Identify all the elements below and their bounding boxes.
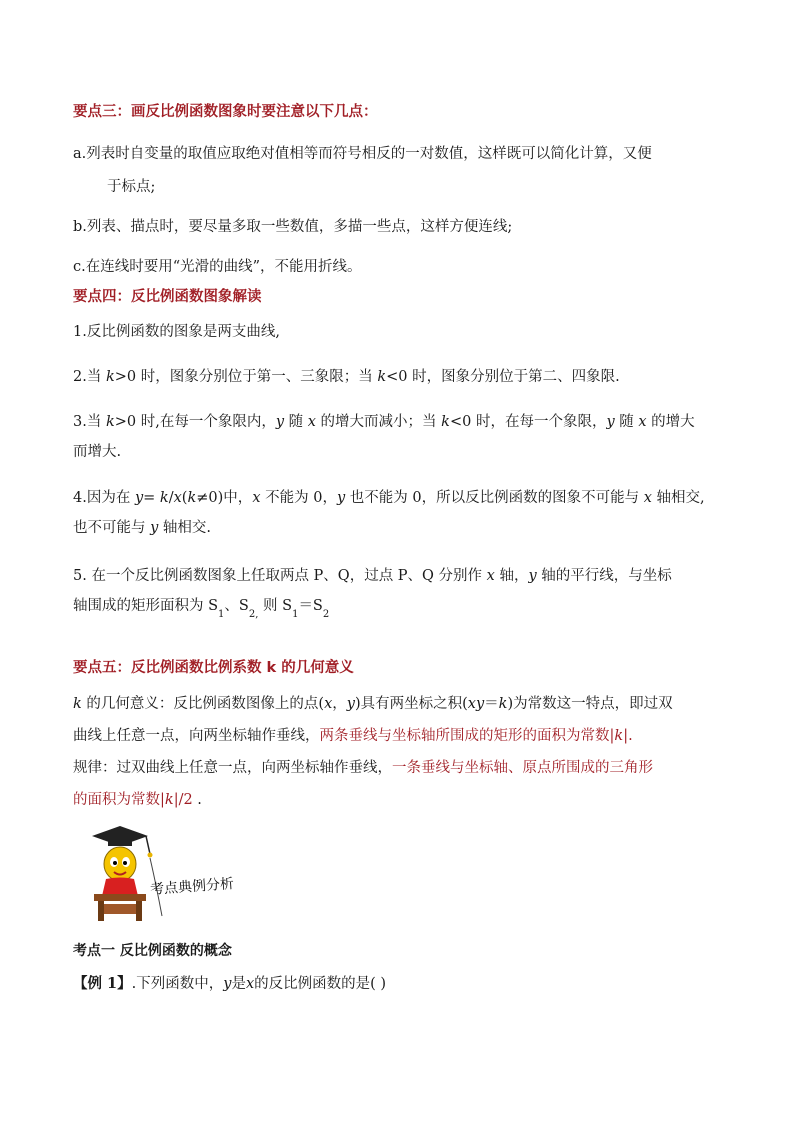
sec3-item-a-line1: a.列表时自变量的取值应取绝对值相等而符号相反的一对数值，这样既可以简化计算，又便 bbox=[73, 146, 652, 162]
sec4-point5-line2: 轴围成的矩形面积为 $S_1$、$S_{2,}$ 则 $S_1=S_2$ bbox=[73, 598, 330, 620]
sec4-point3-line2: 而增大. bbox=[73, 444, 122, 460]
sec5-rule-line1: 规律：过双曲线上任意一点，向两坐标轴作垂线，一条垂线与坐标轴、原点所围成的三角形 bbox=[73, 760, 653, 776]
example-1: 【例 1】.下列函数中，y是x的反比例函数的是( ) bbox=[73, 975, 387, 992]
section3-title: 要点三：画反比例函数图象时要注意以下几点： bbox=[73, 104, 378, 120]
sec4-point4-line1: 4.因为在 y= k/x(k≠0)中，x 不能为 0，y 也不能为 0，所以反比例函数的图象不可能与 x 轴相交, bbox=[73, 490, 705, 506]
sec5-line1: k 的几何意义：反比例函数图像上的点(x，y)具有两坐标之积(xy＝k)为常数这一特点，即过双 bbox=[73, 696, 673, 712]
sec4-point2: 2.当 k>0 时，图象分别位于第一、三象限；当 k<0 时，图象分别位于第二、四象限. bbox=[73, 369, 620, 385]
sec3-item-a-line2: 于标点; bbox=[107, 179, 156, 195]
banner-title: 考点典例分析 bbox=[149, 876, 235, 898]
exam-point-heading: 考点一 反比例函数的概念 bbox=[73, 943, 232, 959]
sec5-rule-line2: 的面积为常数|k|/2 . bbox=[73, 792, 202, 808]
sec4-point3-line1: 3.当 k>0 时,在每一个象限内，y 随 x 的增大而减小；当 k<0 时，在每一个象限，y 随 x 的增大 bbox=[73, 414, 695, 430]
sec5-line2: 曲线上任意一点，向两坐标轴作垂线，两条垂线与坐标轴所围成的矩形的面积为常数|k|. bbox=[73, 728, 633, 744]
sec3-item-c: c.在连线时要用“光滑的曲线”，不能用折线。 bbox=[73, 259, 362, 275]
sec3-item-b: b.列表、描点时，要尽量多取一些数值，多描一些点，这样方便连线; bbox=[73, 219, 513, 235]
sec4-point5-line1: 5. 在一个反比例函数图象上任取两点 P、Q，过点 P、Q 分别作 x 轴，y 轴的平行线，与坐标 bbox=[73, 568, 672, 584]
section5-title: 要点五：反比例函数比例系数 k 的几何意义 bbox=[73, 660, 354, 676]
sec4-point4-line2: 也不可能与 y 轴相交. bbox=[73, 520, 212, 536]
section4-title: 要点四：反比例函数图象解读 bbox=[73, 289, 262, 305]
mascot-illustration bbox=[84, 824, 164, 924]
sec4-point1: 1.反比例函数的图象是两支曲线, bbox=[73, 324, 280, 340]
